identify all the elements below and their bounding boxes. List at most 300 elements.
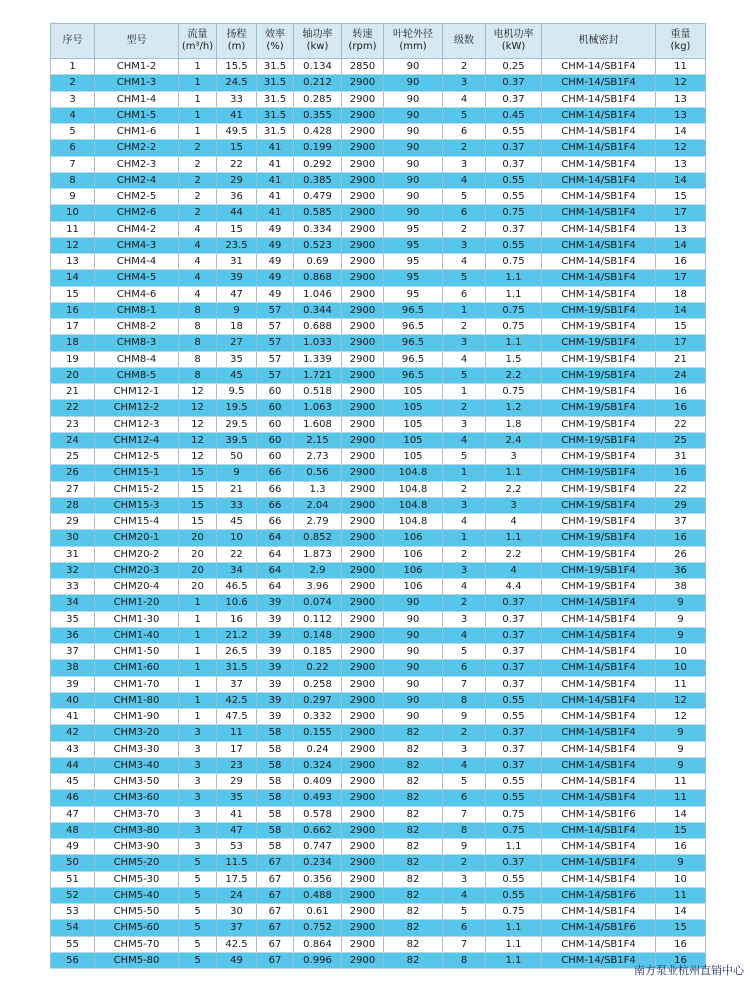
cell-seal: CHM-19/SB1F4 <box>542 497 656 513</box>
table-row <box>51 481 706 497</box>
cell-eff: 39 <box>257 660 294 676</box>
cell-stages: 3 <box>443 741 486 757</box>
cell-seal: CHM-14/SB1F4 <box>542 839 656 855</box>
cell-eff: 64 <box>257 530 294 546</box>
table-row <box>51 302 706 318</box>
table-row <box>51 839 706 855</box>
cell-weight: 16 <box>656 254 706 270</box>
cell-shaft: 0.324 <box>294 757 342 773</box>
cell-stages: 6 <box>443 124 486 140</box>
cell-head: 47 <box>217 822 257 838</box>
cell-eff: 39 <box>257 676 294 692</box>
cell-eff: 39 <box>257 692 294 708</box>
cell-shaft: 3.96 <box>294 579 342 595</box>
cell-flow: 5 <box>179 855 217 871</box>
cell-head: 47 <box>217 286 257 302</box>
cell-seal: CHM-14/SB1F4 <box>542 692 656 708</box>
cell-impeller: 90 <box>384 156 443 172</box>
cell-head: 21.2 <box>217 627 257 643</box>
cell-stages: 6 <box>443 286 486 302</box>
cell-shaft: 0.578 <box>294 806 342 822</box>
cell-eff: 67 <box>257 920 294 936</box>
cell-flow: 1 <box>179 676 217 692</box>
cell-shaft: 2.9 <box>294 562 342 578</box>
cell-eff: 58 <box>257 725 294 741</box>
table-row <box>51 59 706 75</box>
cell-weight: 13 <box>656 107 706 123</box>
cell-head: 45 <box>217 514 257 530</box>
cell-eff: 31.5 <box>257 91 294 107</box>
cell-seal: CHM-14/SB1F4 <box>542 644 656 660</box>
cell-speed: 2900 <box>342 189 384 205</box>
cell-model: CHM12-1 <box>95 384 179 400</box>
cell-stages: 4 <box>443 172 486 188</box>
cell-no: 43 <box>51 741 95 757</box>
cell-eff: 67 <box>257 952 294 968</box>
cell-model: CHM2-4 <box>95 172 179 188</box>
cell-no: 44 <box>51 757 95 773</box>
cell-shaft: 0.285 <box>294 91 342 107</box>
cell-head: 41 <box>217 107 257 123</box>
cell-flow: 8 <box>179 319 217 335</box>
cell-shaft: 0.752 <box>294 920 342 936</box>
cell-no: 50 <box>51 855 95 871</box>
column-header-seal <box>542 24 656 59</box>
cell-impeller: 90 <box>384 660 443 676</box>
cell-flow: 3 <box>179 790 217 806</box>
cell-weight: 26 <box>656 546 706 562</box>
cell-speed: 2900 <box>342 611 384 627</box>
table-row <box>51 140 706 156</box>
cell-model: CHM1-3 <box>95 75 179 91</box>
cell-no: 41 <box>51 709 95 725</box>
cell-weight: 31 <box>656 449 706 465</box>
cell-head: 22 <box>217 156 257 172</box>
cell-model: CHM2-3 <box>95 156 179 172</box>
table-row <box>51 124 706 140</box>
cell-seal: CHM-19/SB1F4 <box>542 432 656 448</box>
cell-weight: 17 <box>656 205 706 221</box>
table-row <box>51 806 706 822</box>
cell-shaft: 1.033 <box>294 335 342 351</box>
cell-eff: 31.5 <box>257 59 294 75</box>
cell-impeller: 82 <box>384 887 443 903</box>
cell-stages: 4 <box>443 757 486 773</box>
cell-no: 29 <box>51 514 95 530</box>
cell-no: 17 <box>51 319 95 335</box>
cell-speed: 2900 <box>342 205 384 221</box>
cell-seal: CHM-14/SB1F4 <box>542 741 656 757</box>
cell-stages: 2 <box>443 595 486 611</box>
table-row <box>51 497 706 513</box>
cell-stages: 3 <box>443 75 486 91</box>
cell-head: 42.5 <box>217 936 257 952</box>
table-row <box>51 562 706 578</box>
cell-speed: 2900 <box>342 91 384 107</box>
cell-no: 16 <box>51 302 95 318</box>
cell-shaft: 0.234 <box>294 855 342 871</box>
cell-no: 48 <box>51 822 95 838</box>
cell-model: CHM1-90 <box>95 709 179 725</box>
cell-weight: 21 <box>656 351 706 367</box>
cell-eff: 58 <box>257 741 294 757</box>
cell-weight: 15 <box>656 822 706 838</box>
cell-motor: 4 <box>486 514 542 530</box>
cell-seal: CHM-14/SB1F4 <box>542 237 656 253</box>
cell-speed: 2900 <box>342 774 384 790</box>
cell-eff: 67 <box>257 855 294 871</box>
cell-stages: 6 <box>443 205 486 221</box>
cell-seal: CHM-14/SB1F6 <box>542 920 656 936</box>
cell-model: CHM1-40 <box>95 627 179 643</box>
cell-impeller: 96.5 <box>384 335 443 351</box>
column-header-head <box>217 24 257 59</box>
table-row <box>51 465 706 481</box>
cell-shaft: 1.721 <box>294 367 342 383</box>
cell-speed: 2900 <box>342 644 384 660</box>
cell-shaft: 0.523 <box>294 237 342 253</box>
column-header-label: 流量 <box>187 29 208 40</box>
cell-seal: CHM-14/SB1F4 <box>542 952 656 968</box>
cell-weight: 14 <box>656 302 706 318</box>
cell-speed: 2900 <box>342 107 384 123</box>
cell-shaft: 0.868 <box>294 270 342 286</box>
cell-impeller: 96.5 <box>384 302 443 318</box>
table-row <box>51 514 706 530</box>
cell-weight: 16 <box>656 839 706 855</box>
cell-impeller: 90 <box>384 189 443 205</box>
cell-weight: 10 <box>656 871 706 887</box>
cell-eff: 57 <box>257 351 294 367</box>
cell-eff: 49 <box>257 254 294 270</box>
cell-no: 21 <box>51 384 95 400</box>
cell-impeller: 104.8 <box>384 465 443 481</box>
column-header-label: 重量 <box>670 29 691 40</box>
cell-stages: 6 <box>443 660 486 676</box>
cell-model: CHM15-1 <box>95 465 179 481</box>
cell-head: 15 <box>217 140 257 156</box>
table-row <box>51 107 706 123</box>
cell-model: CHM5-60 <box>95 920 179 936</box>
cell-weight: 13 <box>656 156 706 172</box>
column-header-shaft <box>294 24 342 59</box>
cell-stages: 2 <box>443 221 486 237</box>
cell-speed: 2900 <box>342 871 384 887</box>
table-row <box>51 790 706 806</box>
cell-seal: CHM-14/SB1F4 <box>542 627 656 643</box>
cell-weight: 29 <box>656 497 706 513</box>
cell-model: CHM4-4 <box>95 254 179 270</box>
cell-head: 37 <box>217 676 257 692</box>
cell-stages: 4 <box>443 432 486 448</box>
cell-head: 50 <box>217 449 257 465</box>
cell-impeller: 105 <box>384 400 443 416</box>
cell-flow: 3 <box>179 741 217 757</box>
cell-eff: 39 <box>257 627 294 643</box>
cell-eff: 49 <box>257 221 294 237</box>
table-row <box>51 579 706 595</box>
cell-no: 18 <box>51 335 95 351</box>
cell-motor: 0.37 <box>486 627 542 643</box>
cell-flow: 3 <box>179 757 217 773</box>
cell-seal: CHM-14/SB1F4 <box>542 790 656 806</box>
cell-head: 16 <box>217 611 257 627</box>
table-row <box>51 644 706 660</box>
cell-impeller: 104.8 <box>384 497 443 513</box>
column-header-label: 电机功率 <box>493 29 534 40</box>
cell-shaft: 0.747 <box>294 839 342 855</box>
cell-weight: 15 <box>656 189 706 205</box>
cell-speed: 2900 <box>342 822 384 838</box>
cell-eff: 66 <box>257 481 294 497</box>
cell-speed: 2900 <box>342 709 384 725</box>
cell-model: CHM5-80 <box>95 952 179 968</box>
cell-no: 26 <box>51 465 95 481</box>
cell-flow: 2 <box>179 189 217 205</box>
cell-no: 23 <box>51 416 95 432</box>
cell-stages: 3 <box>443 611 486 627</box>
cell-head: 26.5 <box>217 644 257 660</box>
cell-seal: CHM-19/SB1F4 <box>542 400 656 416</box>
cell-no: 53 <box>51 904 95 920</box>
cell-shaft: 0.356 <box>294 871 342 887</box>
cell-seal: CHM-14/SB1F4 <box>542 595 656 611</box>
column-header-unit: (kw) <box>306 41 329 52</box>
cell-stages: 2 <box>443 546 486 562</box>
cell-motor: 1.1 <box>486 839 542 855</box>
cell-model: CHM3-30 <box>95 741 179 757</box>
cell-model: CHM4-5 <box>95 270 179 286</box>
cell-impeller: 96.5 <box>384 319 443 335</box>
cell-model: CHM8-4 <box>95 351 179 367</box>
column-header-unit: (%) <box>266 41 284 52</box>
cell-head: 29.5 <box>217 416 257 432</box>
cell-no: 4 <box>51 107 95 123</box>
cell-weight: 22 <box>656 481 706 497</box>
cell-motor: 1.1 <box>486 270 542 286</box>
cell-model: CHM3-20 <box>95 725 179 741</box>
cell-flow: 3 <box>179 774 217 790</box>
cell-model: CHM3-90 <box>95 839 179 855</box>
cell-speed: 2900 <box>342 839 384 855</box>
cell-head: 9 <box>217 465 257 481</box>
cell-speed: 2900 <box>342 221 384 237</box>
cell-shaft: 0.493 <box>294 790 342 806</box>
cell-motor: 1.2 <box>486 400 542 416</box>
cell-impeller: 95 <box>384 286 443 302</box>
cell-no: 33 <box>51 579 95 595</box>
cell-no: 36 <box>51 627 95 643</box>
cell-no: 37 <box>51 644 95 660</box>
cell-flow: 12 <box>179 432 217 448</box>
cell-seal: CHM-14/SB1F4 <box>542 172 656 188</box>
cell-eff: 64 <box>257 562 294 578</box>
cell-shaft: 1.3 <box>294 481 342 497</box>
cell-motor: 0.37 <box>486 156 542 172</box>
cell-speed: 2900 <box>342 692 384 708</box>
cell-stages: 5 <box>443 189 486 205</box>
table-row <box>51 676 706 692</box>
cell-speed: 2900 <box>342 790 384 806</box>
cell-no: 1 <box>51 59 95 75</box>
cell-weight: 9 <box>656 611 706 627</box>
cell-eff: 58 <box>257 790 294 806</box>
column-header-label: 型号 <box>126 35 147 46</box>
cell-shaft: 0.585 <box>294 205 342 221</box>
cell-no: 40 <box>51 692 95 708</box>
cell-eff: 58 <box>257 757 294 773</box>
cell-impeller: 90 <box>384 205 443 221</box>
cell-weight: 17 <box>656 270 706 286</box>
cell-motor: 1.1 <box>486 286 542 302</box>
cell-shaft: 1.873 <box>294 546 342 562</box>
cell-flow: 5 <box>179 904 217 920</box>
column-header-flow <box>179 24 217 59</box>
cell-weight: 9 <box>656 725 706 741</box>
cell-flow: 2 <box>179 156 217 172</box>
cell-head: 17.5 <box>217 871 257 887</box>
table-row <box>51 237 706 253</box>
cell-weight: 16 <box>656 465 706 481</box>
cell-model: CHM5-40 <box>95 887 179 903</box>
cell-eff: 39 <box>257 644 294 660</box>
table-row <box>51 75 706 91</box>
cell-weight: 10 <box>656 660 706 676</box>
cell-seal: CHM-14/SB1F4 <box>542 221 656 237</box>
column-header-unit: (kg) <box>670 41 691 52</box>
column-header-label: 轴功率 <box>302 29 333 40</box>
cell-eff: 60 <box>257 384 294 400</box>
cell-flow: 12 <box>179 384 217 400</box>
cell-model: CHM1-20 <box>95 595 179 611</box>
cell-head: 11.5 <box>217 855 257 871</box>
cell-motor: 0.75 <box>486 806 542 822</box>
cell-motor: 0.37 <box>486 725 542 741</box>
table-row <box>51 741 706 757</box>
cell-motor: 0.55 <box>486 237 542 253</box>
cell-impeller: 82 <box>384 855 443 871</box>
cell-flow: 12 <box>179 416 217 432</box>
column-header-unit: (m³/h) <box>181 41 214 52</box>
cell-shaft: 0.479 <box>294 189 342 205</box>
cell-motor: 0.37 <box>486 595 542 611</box>
cell-weight: 11 <box>656 774 706 790</box>
cell-weight: 17 <box>656 335 706 351</box>
cell-shaft: 0.662 <box>294 822 342 838</box>
cell-flow: 5 <box>179 920 217 936</box>
cell-flow: 4 <box>179 270 217 286</box>
cell-motor: 1.8 <box>486 416 542 432</box>
cell-no: 46 <box>51 790 95 806</box>
cell-weight: 11 <box>656 887 706 903</box>
cell-eff: 39 <box>257 611 294 627</box>
cell-stages: 5 <box>443 774 486 790</box>
cell-head: 29 <box>217 172 257 188</box>
cell-no: 38 <box>51 660 95 676</box>
cell-eff: 57 <box>257 302 294 318</box>
cell-speed: 2900 <box>342 920 384 936</box>
footer-credit: 南方泵业杭州直销中心 <box>634 964 744 977</box>
column-header-label: 机械密封 <box>578 35 619 46</box>
cell-weight: 14 <box>656 806 706 822</box>
cell-head: 27 <box>217 335 257 351</box>
cell-flow: 20 <box>179 562 217 578</box>
cell-flow: 1 <box>179 692 217 708</box>
cell-eff: 60 <box>257 400 294 416</box>
cell-model: CHM4-6 <box>95 286 179 302</box>
cell-head: 33 <box>217 497 257 513</box>
cell-shaft: 0.996 <box>294 952 342 968</box>
cell-impeller: 105 <box>384 449 443 465</box>
cell-shaft: 0.56 <box>294 465 342 481</box>
cell-speed: 2900 <box>342 562 384 578</box>
cell-no: 42 <box>51 725 95 741</box>
cell-eff: 67 <box>257 871 294 887</box>
cell-weight: 16 <box>656 936 706 952</box>
cell-no: 55 <box>51 936 95 952</box>
cell-seal: CHM-14/SB1F4 <box>542 660 656 676</box>
table-row <box>51 367 706 383</box>
table-header <box>51 24 706 59</box>
cell-head: 18 <box>217 319 257 335</box>
cell-head: 31 <box>217 254 257 270</box>
table-row <box>51 546 706 562</box>
cell-flow: 5 <box>179 887 217 903</box>
cell-impeller: 90 <box>384 692 443 708</box>
table-row <box>51 189 706 205</box>
cell-flow: 8 <box>179 351 217 367</box>
cell-shaft: 0.355 <box>294 107 342 123</box>
cell-motor: 0.55 <box>486 887 542 903</box>
cell-head: 23 <box>217 757 257 773</box>
cell-motor: 4.4 <box>486 579 542 595</box>
cell-model: CHM3-50 <box>95 774 179 790</box>
cell-impeller: 82 <box>384 774 443 790</box>
cell-head: 17 <box>217 741 257 757</box>
cell-model: CHM15-3 <box>95 497 179 513</box>
cell-speed: 2900 <box>342 140 384 156</box>
cell-weight: 11 <box>656 59 706 75</box>
cell-seal: CHM-14/SB1F4 <box>542 156 656 172</box>
cell-speed: 2900 <box>342 286 384 302</box>
cell-eff: 41 <box>257 189 294 205</box>
cell-stages: 7 <box>443 676 486 692</box>
cell-flow: 2 <box>179 140 217 156</box>
cell-speed: 2900 <box>342 319 384 335</box>
cell-head: 30 <box>217 904 257 920</box>
cell-impeller: 82 <box>384 790 443 806</box>
cell-no: 7 <box>51 156 95 172</box>
cell-speed: 2900 <box>342 254 384 270</box>
cell-speed: 2900 <box>342 936 384 952</box>
cell-eff: 41 <box>257 140 294 156</box>
column-header-motor <box>486 24 542 59</box>
cell-eff: 58 <box>257 822 294 838</box>
table-row <box>51 904 706 920</box>
cell-seal: CHM-14/SB1F4 <box>542 774 656 790</box>
cell-stages: 5 <box>443 904 486 920</box>
cell-flow: 4 <box>179 286 217 302</box>
cell-motor: 0.37 <box>486 75 542 91</box>
table-row <box>51 156 706 172</box>
column-header-stages <box>443 24 486 59</box>
cell-impeller: 90 <box>384 172 443 188</box>
cell-stages: 4 <box>443 514 486 530</box>
cell-model: CHM1-2 <box>95 59 179 75</box>
pump-spec-table <box>50 23 706 969</box>
cell-stages: 7 <box>443 806 486 822</box>
cell-motor: 1.1 <box>486 465 542 481</box>
